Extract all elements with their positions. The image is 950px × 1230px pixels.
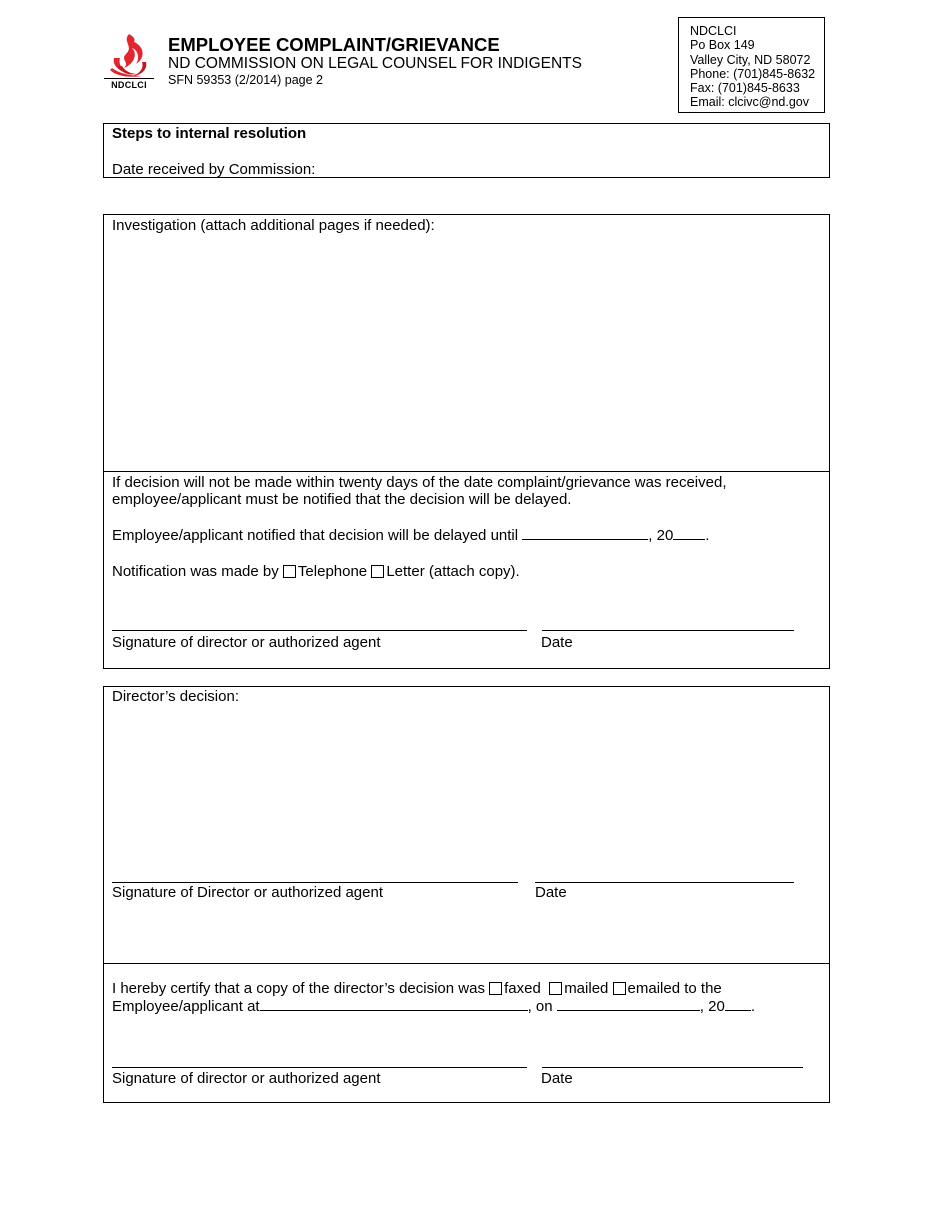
employee-address-field[interactable] [260,998,528,1011]
on-text: , on [527,998,553,1015]
certify-date-field[interactable] [557,998,700,1011]
notification-row [112,563,520,580]
letter-label: Letter (attach copy). [386,563,520,580]
decision-section [103,686,830,1103]
delay-notice-line2: employee/applicant must be notified that the decision will be delayed. [112,491,572,508]
certify-row-2 [112,998,755,1015]
director-signature-label: Signature of Director or authorized agent [112,884,383,901]
form-title: EMPLOYEE COMPLAINT/GRIEVANCE [168,34,500,55]
steps-section [103,123,830,178]
faxed-checkbox[interactable] [489,982,502,995]
telephone-checkbox[interactable] [283,565,296,578]
delay-date-prefix: Employee/applicant notified that decision will be delayed until [112,527,519,544]
address-po-box: Po Box 149 [690,38,755,53]
employee-prefix: Employee/applicant at [112,998,260,1015]
ndclci-logo [104,32,154,90]
date-label: Date [541,634,573,651]
decision-label: Director’s decision: [112,688,239,705]
delay-year-field[interactable] [673,527,705,540]
decision-divider [104,963,829,964]
investigation-section [103,214,830,669]
logo-text: NDCLCI [104,78,154,90]
address-phone: Phone: (701)845-8632 [690,66,816,81]
signature-label: Signature of director or authorized agent [112,634,381,651]
telephone-label: Telephone [297,563,368,580]
certify-year-field[interactable] [725,998,751,1011]
form-number: SFN 59353 (2/2014) page 2 [168,73,323,87]
certify-signature-label: Signature of director or authorized agent [112,1070,381,1087]
address-email: Email: clcivc@nd.gov [690,95,809,110]
flame-logo-icon [104,32,154,78]
date-received-label: Date received by Commission: [112,161,316,178]
faxed-label: faxed [504,980,541,997]
form-subtitle: ND COMMISSION ON LEGAL COUNSEL FOR INDIGENTS [168,55,582,72]
steps-heading: Steps to internal resolution [112,125,307,142]
certify-row [112,980,722,997]
signature-line[interactable] [112,630,527,631]
delay-date-year-prefix: , 20 [648,527,674,544]
address-fax: Fax: (701)845-8633 [690,81,800,96]
date-line[interactable] [542,630,794,631]
investigation-label: Investigation (attach additional pages if needed): [112,217,435,234]
director-date-label: Date [535,884,567,901]
certify-signature-line[interactable] [112,1067,527,1068]
director-date-line[interactable] [535,882,794,883]
delay-date-row [112,527,709,544]
delay-date-field[interactable] [522,527,648,540]
mailed-label: mailed [564,980,609,997]
certify-date-label: Date [541,1070,573,1087]
letter-checkbox[interactable] [371,565,384,578]
delay-notice-line1: If decision will not be made within twenty days of the date complaint/grievance was received, [112,474,727,491]
address-city: Valley City, ND 58072 [690,52,811,67]
emailed-checkbox[interactable] [613,982,626,995]
certify-end: . [750,998,755,1015]
director-signature-line[interactable] [112,882,518,883]
delay-date-end: . [705,527,710,544]
address-org: NDCLCI [690,24,737,38]
emailed-label: emailed to the [627,980,722,997]
certify-prefix: I hereby certify that a copy of the director’s decision was [112,980,485,997]
certify-year-prefix: , 20 [699,998,725,1015]
mailed-checkbox[interactable] [549,982,562,995]
investigation-divider [104,471,829,472]
notification-prefix: Notification was made by [112,563,279,580]
address-box [678,17,825,113]
certify-date-line[interactable] [542,1067,803,1068]
